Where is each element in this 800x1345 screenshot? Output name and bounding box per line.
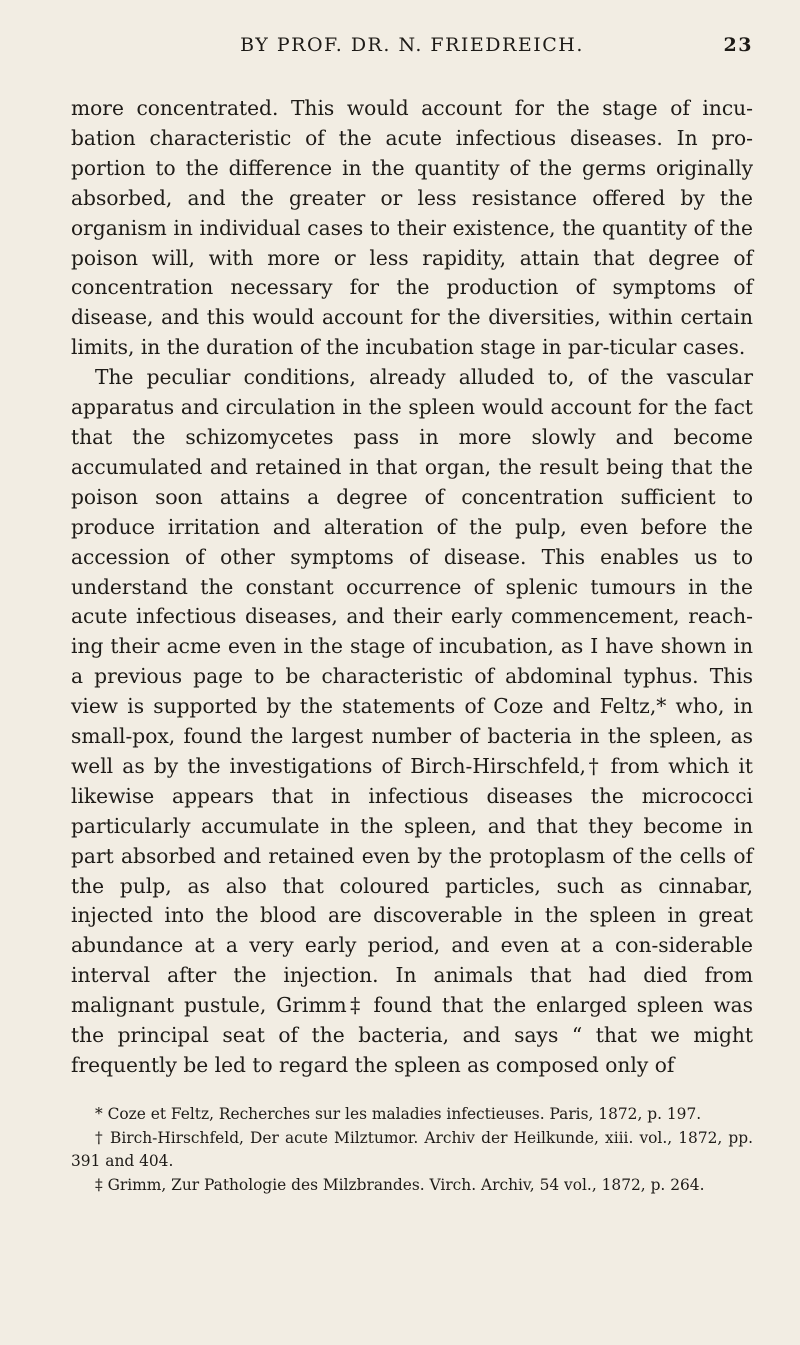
body-text: [71, 94, 753, 1081]
footnotes: [71, 1103, 753, 1197]
footnote-birch-hirschfeld: † Birch-Hirschfeld, Der acute Milztumor. Archiv der Heilkunde, xiii. vol., 1872, pp. 391 and 404.: [71, 1128, 753, 1171]
running-title: BY PROF. DR. N. FRIEDREICH.: [240, 34, 584, 56]
book-page: [71, 34, 753, 1197]
paragraph-1: more concentrated. This would account for the stage of incu-bation characteristic of the acute infectious diseases. In pro-portion to the difference in the quantity of the germs originally absorbed, and the greater or less resistance offered by the organism in individual cases to their existence, the quantity of the poison will, with more or less rapidity, attain that degree of concentration necessary for the production of symptoms of disease, and this would account for the diversities, within certain limits, in the duration of the incubation stage in par-ticular cases.: [71, 96, 753, 360]
footnote-grimm: ‡ Grimm, Zur Pathologie des Milzbrandes. Virch. Archiv, 54 vol., 1872, p. 264.: [95, 1175, 705, 1194]
page-header: [71, 34, 753, 74]
paragraph-2: The peculiar conditions, already alluded to, of the vascular apparatus and circulation in the spleen would account for the fact that the schizomycetes pass in more slowly and become accumulated and retained in that organ, the result being that the poison soon attains a degree of concentration sufficient to produce irritation and alteration of the pulp, even before the accession of other symptoms of disease. This enables us to understand the constant occurrence of splenic tumours in the acute infectious diseases, and their early commencement, reach-ing their acme even in the stage of incubation, as I have shown in a previous page to be characteristic of abdominal typhus. This view is supported by the statements of Coze and Feltz,* who, in small-pox, found the largest number of bacteria in the spleen, as well as by the investigations of Birch-Hirschfeld,† from which it likewise appears that in infectious diseases the micrococci particularly accumulate in the spleen, and that they become in part absorbed and retained even by the protoplasm of the cells of the pulp, as also that coloured particles, such as cinnabar, injected into the blood are discoverable in the spleen in great abundance at a very early period, and even at a con-siderable interval after the injection. In animals that had died from malignant pustule, Grimm‡ found that the enlarged spleen was the principal seat of the bacteria, and says “ that we might frequently be led to regard the spleen as composed only of: [71, 365, 753, 1077]
footnote-coze-feltz: * Coze et Feltz, Recherches sur les maladies infectieuses. Paris, 1872, p. 197.: [95, 1104, 702, 1123]
page-number: 23: [723, 34, 753, 56]
